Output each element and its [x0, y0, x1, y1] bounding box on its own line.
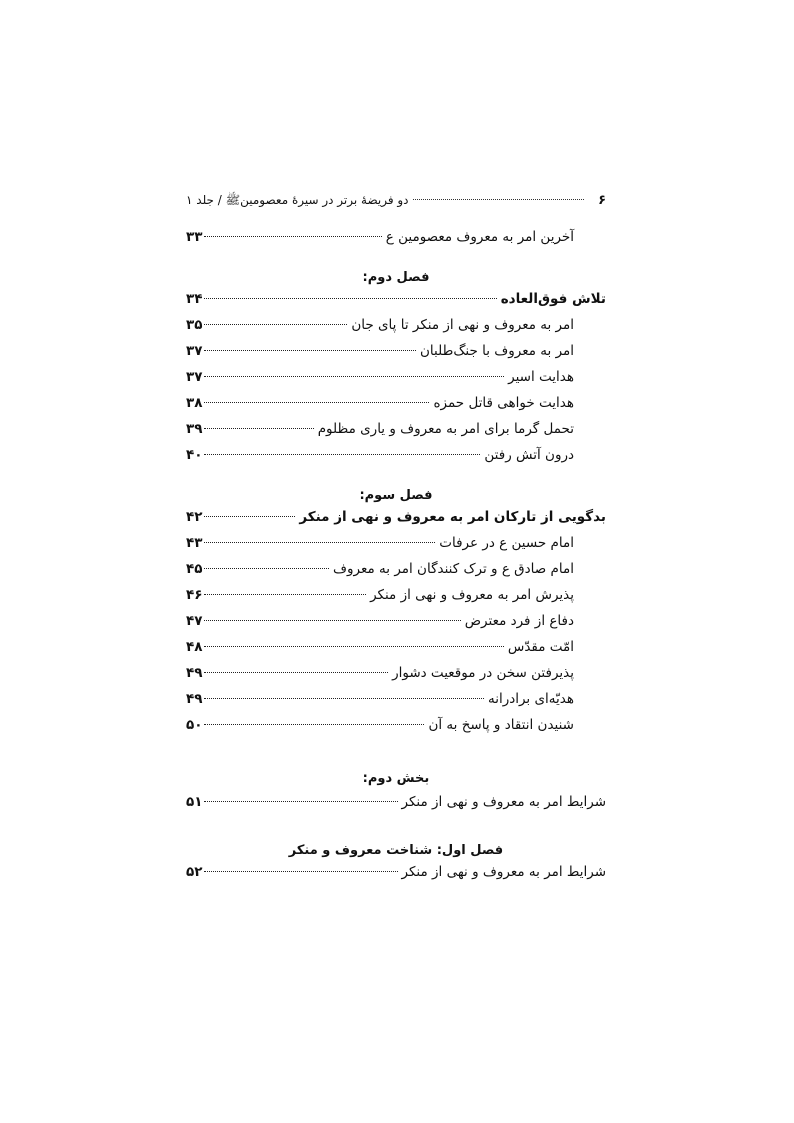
- section-heading: فصل دوم:: [362, 270, 430, 285]
- toc-entry[interactable]: [186, 613, 574, 635]
- toc-entry[interactable]: [186, 447, 574, 469]
- toc-leader: [204, 542, 435, 543]
- toc-entry-page: ۴۵: [186, 561, 203, 577]
- toc-leader: [204, 454, 480, 455]
- toc-entry-title: شرایط امر به معروف و نهی از منکر: [401, 794, 606, 810]
- toc-entry[interactable]: [186, 421, 574, 443]
- running-title: دو فریضهٔ برتر در سیرهٔ معصومینﷺ / جلد ۱: [186, 193, 409, 207]
- toc-entry-title: شرایط امر به معروف و نهی از منکر: [401, 864, 606, 880]
- toc-entry-page: ۴۸: [186, 639, 203, 655]
- toc-leader: [204, 350, 416, 351]
- toc-leader: [204, 402, 429, 403]
- toc-entry-page: ۳۸: [186, 395, 203, 411]
- toc-entry[interactable]: [186, 794, 606, 816]
- toc-entry-page: ۳۷: [186, 343, 203, 359]
- toc-leader: [204, 298, 496, 299]
- toc-leader: [204, 428, 313, 429]
- toc-entry-title: شنیدن انتقاد و پاسخ به آن: [428, 717, 574, 733]
- toc-leader: [204, 620, 460, 621]
- toc-entry-page: ۳۳: [186, 229, 203, 245]
- toc-entry[interactable]: [186, 317, 574, 339]
- toc-entry[interactable]: [186, 691, 574, 713]
- toc-entry-page: ۳۴: [186, 291, 203, 307]
- toc-leader: [204, 516, 295, 517]
- toc-entry-title: بدگویی از تارکان امر به معروف و نهی از منکر: [299, 509, 606, 525]
- toc-leader: [204, 672, 388, 673]
- toc-entry-title: دفاع از فرد معترض: [464, 613, 574, 629]
- toc-leader: [204, 724, 424, 725]
- toc-entry-title: آخرین امر به معروف معصومین ع: [385, 229, 574, 245]
- toc-entry-title: امام صادق ع و ترک کنندگان امر به معروف: [333, 561, 574, 577]
- toc-entry-page: ۴۰: [186, 447, 203, 463]
- toc-entry-page: ۵۲: [186, 864, 203, 880]
- toc-entry-page: ۴۲: [186, 509, 203, 525]
- toc-entry-page: ۵۱: [186, 794, 203, 810]
- part-heading: بخش دوم:: [362, 771, 430, 786]
- toc-entry-title: امّت مقدّس: [507, 639, 574, 655]
- toc-entry[interactable]: [186, 864, 606, 886]
- toc-entry-page: ۴۹: [186, 691, 203, 707]
- toc-entry[interactable]: [186, 509, 606, 531]
- toc-entry-title: پذیرفتن سخن در موقعیت دشوار: [392, 665, 574, 681]
- chapter-heading: فصل اول: شناخت معروف و منکر: [288, 843, 504, 858]
- toc-entry-title: امام حسین ع در عرفات: [439, 535, 574, 551]
- toc-leader: [204, 871, 397, 872]
- toc-entry[interactable]: [186, 291, 606, 313]
- toc-leader: [204, 236, 381, 237]
- toc-entry[interactable]: [186, 369, 574, 391]
- toc-entry-title: پذیرش امر به معروف و نهی از منکر: [370, 587, 574, 603]
- toc-entry-page: ۳۹: [186, 421, 203, 437]
- toc-entry-page: ۵۰: [186, 717, 203, 733]
- toc-entry[interactable]: [186, 665, 574, 687]
- toc-entry-title: امر به معروف با جنگ‌طلبان: [420, 343, 574, 359]
- toc-entry-page: ۴۳: [186, 535, 203, 551]
- toc-entry-page: ۳۵: [186, 317, 203, 333]
- toc-entry-title: درون آتش رفتن: [484, 447, 574, 463]
- toc-entry-title: هدایت خواهی قاتل حمزه: [433, 395, 574, 411]
- toc-entry[interactable]: [186, 717, 574, 739]
- toc-entry[interactable]: [186, 229, 574, 251]
- section-heading: فصل سوم:: [359, 488, 433, 503]
- header-leader: [413, 199, 585, 200]
- toc-entry-title: امر به معروف و نهی از منکر تا پای جان: [351, 317, 574, 333]
- toc-leader: [204, 376, 504, 377]
- toc-leader: [204, 801, 397, 802]
- toc-leader: [204, 568, 329, 569]
- toc-entry-title: هدایت اسیر: [508, 369, 574, 385]
- toc-entry[interactable]: [186, 535, 574, 557]
- toc-entry[interactable]: [186, 343, 574, 365]
- toc-entry[interactable]: [186, 587, 574, 609]
- toc-entry-title: هدیّه‌ای برادرانه: [487, 691, 574, 707]
- toc-entry-title: تلاش فوق‌العاده: [500, 291, 606, 307]
- toc-entry-page: ۴۷: [186, 613, 203, 629]
- page-number: ۶: [598, 193, 606, 208]
- toc-entry[interactable]: [186, 561, 574, 583]
- toc-leader: [204, 698, 483, 699]
- toc-entry-page: ۴۹: [186, 665, 203, 681]
- toc-leader: [204, 324, 347, 325]
- toc-entry[interactable]: [186, 395, 574, 417]
- toc-entry-page: ۴۶: [186, 587, 203, 603]
- toc-entry[interactable]: [186, 639, 574, 661]
- toc-leader: [204, 594, 366, 595]
- toc-entry-page: ۳۷: [186, 369, 203, 385]
- running-header: [186, 193, 606, 213]
- toc-entry-title: تحمل گرما برای امر به معروف و یاری مظلوم: [317, 421, 574, 437]
- toc-leader: [204, 646, 503, 647]
